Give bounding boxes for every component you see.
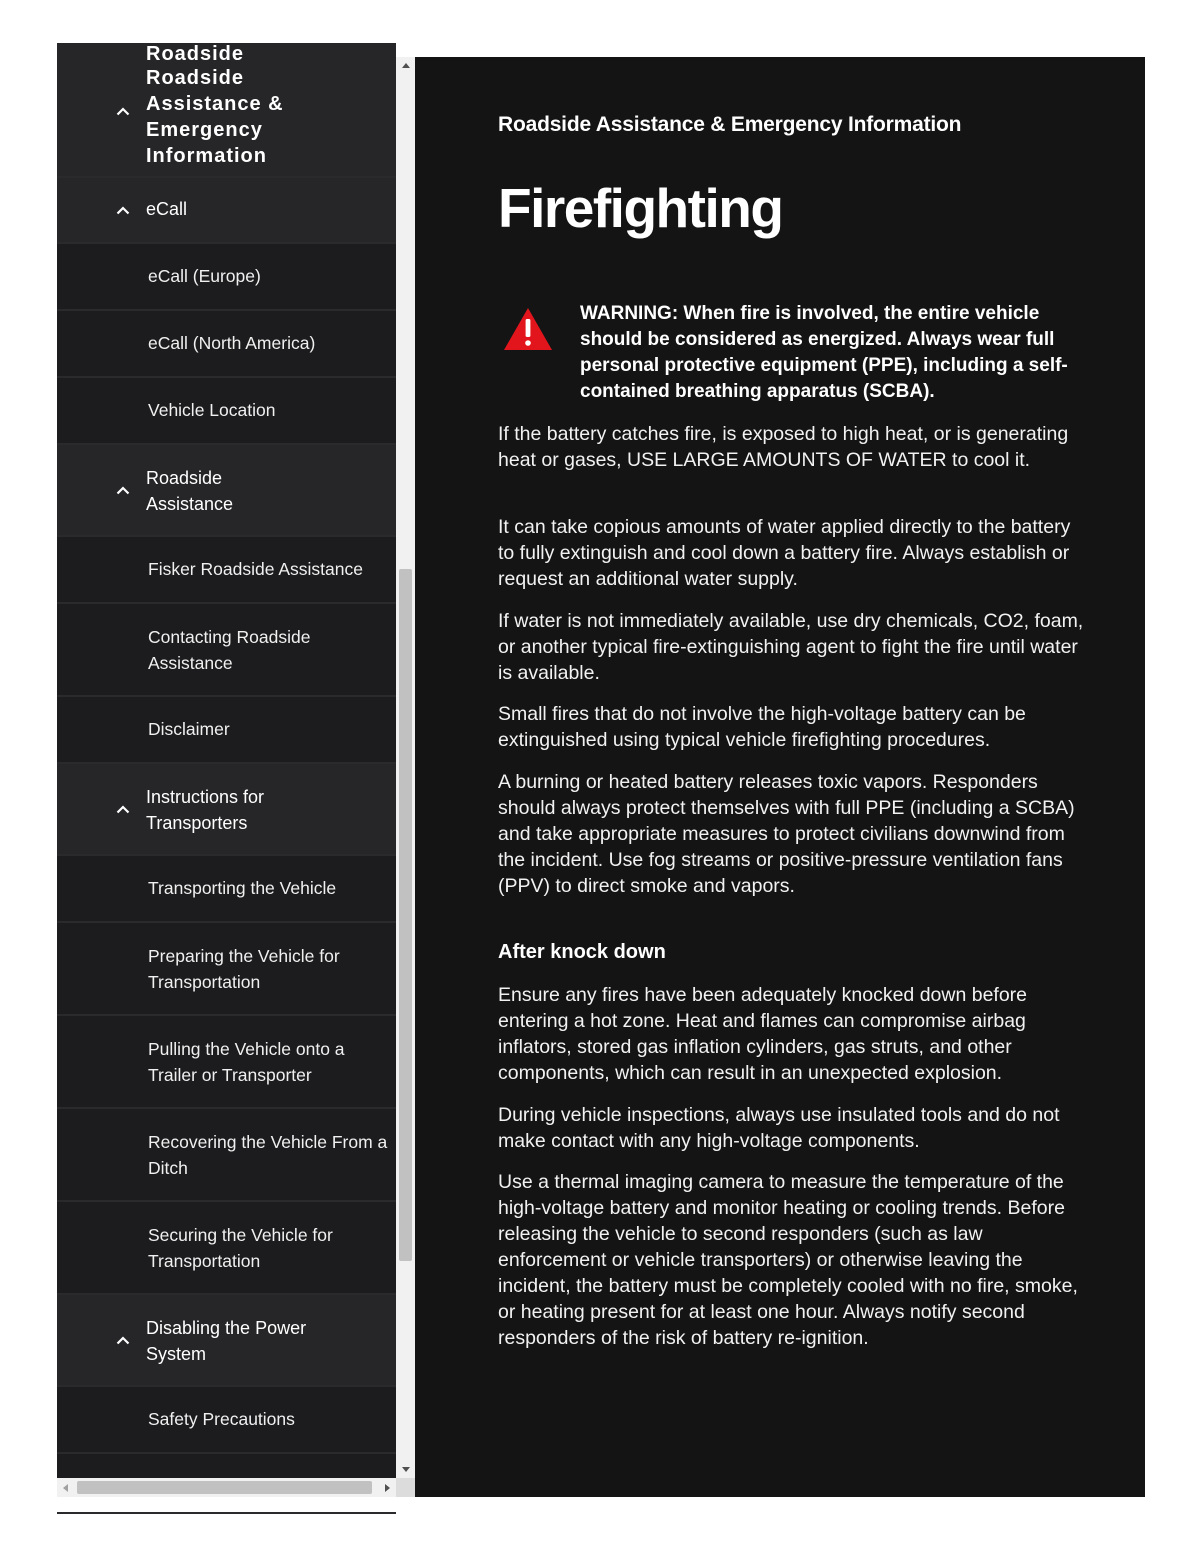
sidebar-item-contacting-roadside-assistance[interactable] bbox=[57, 604, 396, 697]
chevron-up-icon[interactable] bbox=[115, 801, 131, 817]
sidebar-item-vehicle-location[interactable] bbox=[57, 378, 396, 445]
sidebar-item-label: Contacting Roadside Assistance bbox=[148, 627, 311, 673]
warning-text: WARNING: When fire is involved, the entire vehicle should be considered as energized. Always wear full personal protective equipment (PPE), including a self-contained breathing apparatus (SCBA). bbox=[580, 303, 1068, 402]
paragraph-hot-zone: Ensure any fires have been adequately knocked down before entering a hot zone. Heat and flames can compromise airbag inflators, stored gas inflation cylinders, gas struts, and other components, which can result in an unexpected explosion. bbox=[498, 984, 1028, 1084]
sidebar-nav bbox=[57, 43, 396, 1478]
sidebar-section-disabling-the-power-system[interactable] bbox=[57, 1295, 396, 1387]
sidebar-item-label: Roadside Assistance bbox=[146, 468, 234, 514]
sidebar-item-transporting-the-vehicle[interactable] bbox=[57, 856, 396, 923]
sidebar-section-ecall[interactable] bbox=[57, 178, 396, 244]
sidebar-vertical-scrollbar[interactable] bbox=[396, 57, 415, 1478]
chevron-up-icon[interactable] bbox=[115, 482, 131, 498]
scroll-down-arrow-icon[interactable] bbox=[396, 1461, 415, 1478]
sidebar-item-fisker-roadside-assistance[interactable] bbox=[57, 537, 396, 604]
chevron-up-icon[interactable] bbox=[115, 103, 131, 119]
paragraph-toxic-vapors: A burning or heated battery releases toxic vapors. Responders should always protect themselves with full PPE (including a SCBA) and take appropriate measures to protect civilians downwind from the incident. Use fog streams or positive-pressure ventilation fans (PPV) to direct smoke and vapors. bbox=[498, 771, 1075, 897]
chevron-up-icon[interactable] bbox=[115, 202, 131, 218]
scroll-left-arrow-icon[interactable] bbox=[57, 1478, 74, 1497]
sidebar-item-label: Fisker Roadside Assistance bbox=[148, 559, 363, 579]
paragraph-battery-fire: If the battery catches fire, is exposed to high heat, or is generating heat or gases, USE LARGE AMOUNTS OF WATER to cool it. bbox=[498, 423, 1069, 471]
sidebar-item-label: Preparing the Vehicle for Transportation bbox=[148, 946, 340, 992]
subheading-after-knock-down: After knock down bbox=[498, 941, 666, 963]
sidebar-item-preparing-the-vehicle-for-transportation[interactable] bbox=[57, 923, 396, 1016]
sidebar-item-safety-precautions[interactable] bbox=[57, 1387, 396, 1454]
scroll-up-arrow-icon[interactable] bbox=[396, 57, 415, 74]
sidebar-section-label-cut: Roadside bbox=[146, 43, 245, 65]
sidebar-list bbox=[57, 43, 396, 1514]
sidebar-section-roadside-assistance[interactable] bbox=[57, 445, 396, 537]
breadcrumb[interactable]: Roadside Assistance & Emergency Information bbox=[498, 113, 962, 136]
page-title: Firefighting bbox=[498, 177, 783, 239]
sidebar-item-label: eCall (North America) bbox=[148, 333, 316, 353]
sidebar-section-label bbox=[146, 43, 366, 169]
sidebar-item-label: Instructions for Transporters bbox=[146, 787, 265, 833]
scroll-right-arrow-icon[interactable] bbox=[379, 1478, 396, 1497]
sidebar-item-recovering-the-vehicle-from-a-ditch[interactable] bbox=[57, 1109, 396, 1202]
chevron-up-icon[interactable] bbox=[115, 1332, 131, 1348]
sidebar-item-label: Vehicle Location bbox=[148, 400, 276, 420]
sidebar-item-label: Disclaimer bbox=[148, 719, 230, 739]
horizontal-scroll-thumb[interactable] bbox=[77, 1481, 372, 1494]
sidebar-item-label: Disabling the Power System bbox=[146, 1318, 307, 1364]
sidebar-section-roadside-emergency[interactable] bbox=[57, 43, 396, 178]
scrollbar-corner bbox=[396, 1478, 415, 1497]
paragraph-thermal-imaging: Use a thermal imaging camera to measure the temperature of the high-voltage battery and monitor heating or cooling trends. Before releasing the vehicle to second responders (such as law enforcement or vehicle transporters) or otherwise leaving the incident, the battery must be completely cooled with no fire, smoke, or heating present for at least one hour. Always notify second responders of the risk of battery re-ignition. bbox=[498, 1171, 1078, 1349]
sidebar-item-securing-the-vehicle-for-transportation[interactable] bbox=[57, 1202, 396, 1295]
sidebar-item-label: Transporting the Vehicle bbox=[148, 878, 337, 898]
sidebar-section-label-full: Roadside Assistance & Emergency Information bbox=[146, 67, 284, 167]
paragraph-copious-water: It can take copious amounts of water applied directly to the battery to fully extinguish and cool down a battery fire. Always establish or request an additional water supply. bbox=[498, 516, 1071, 590]
sidebar-item-label: Safety Precautions bbox=[148, 1409, 295, 1429]
warning-triangle-icon bbox=[503, 307, 553, 351]
sidebar-item-ecall-north-america[interactable] bbox=[57, 311, 396, 378]
vertical-scroll-thumb[interactable] bbox=[399, 569, 412, 1261]
sidebar-item-pulling-the-vehicle-onto-a-trailer-or-transporter[interactable] bbox=[57, 1016, 396, 1109]
sidebar-item-label: Securing the Vehicle for Transportation bbox=[148, 1225, 333, 1271]
paragraph-no-water: If water is not immediately available, use dry chemicals, CO2, foam, or another typical fire-extinguishing agent to fight the fire until water is available. bbox=[498, 610, 1084, 684]
paragraph-small-fires: Small fires that do not involve the high-voltage battery can be extinguished using typical vehicle firefighting procedures. bbox=[498, 703, 1026, 751]
sidebar-section-instructions-for-transporters[interactable] bbox=[57, 764, 396, 856]
article-content bbox=[415, 57, 1145, 1497]
sidebar-item-label: eCall bbox=[146, 199, 188, 219]
sidebar-item-ecall-europe[interactable] bbox=[57, 244, 396, 311]
sidebar-item-label: Pulling the Vehicle onto a Trailer or Transporter bbox=[148, 1039, 345, 1085]
sidebar-item-label: eCall (Europe) bbox=[148, 266, 261, 286]
sidebar-item-label: Recovering the Vehicle From a Ditch bbox=[148, 1132, 388, 1178]
sidebar-horizontal-scrollbar[interactable] bbox=[57, 1478, 396, 1497]
paragraph-insulated-tools: During vehicle inspections, always use insulated tools and do not make contact with any high-voltage components. bbox=[498, 1104, 1060, 1152]
sidebar-item-disclaimer[interactable] bbox=[57, 697, 396, 764]
